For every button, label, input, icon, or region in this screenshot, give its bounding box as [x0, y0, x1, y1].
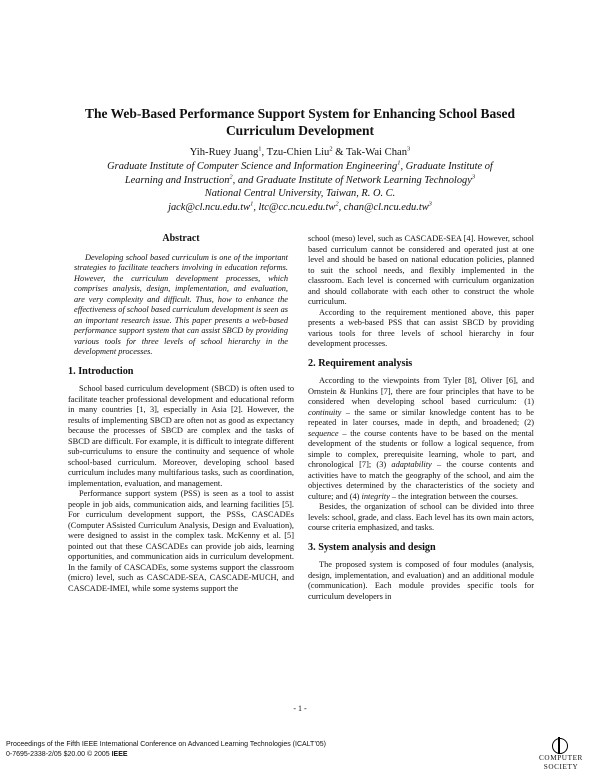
- system-paragraph-1: The proposed system is composed of four modules (analysis, design, implementation, and evaluation) and an additional module (communication). Each module provides specific tools for curriculum developers in: [308, 560, 534, 601]
- author-3: Tak-Wai Chan: [345, 147, 408, 158]
- author-3-sup: 3: [407, 145, 411, 153]
- aff-2-sup: 2: [229, 173, 233, 181]
- intro-paragraph-1: School based curriculum development (SBCD) is often used to facilitate teacher professional development and educational reform in many countries [1, 3], especially in Asia [2]. However, the results of implementing SBCD are often not as good as expectancy because the processes of SBCD are complex and the tasks of SBCD are difficult. For example, it is difficult to integrate different sub-curriculums to ensure the continuity and sequence of whole school-based curriculum. Moreover, developing school based curriculum includes many multifarious tasks, such as coordination, implementation, evaluation, and management.: [68, 384, 294, 488]
- author-sep: ,: [261, 147, 267, 158]
- requirement-analysis-heading: 2. Requirement analysis: [308, 357, 413, 369]
- aff-1-sup: 1: [397, 159, 401, 167]
- intro-paragraph-3: According to the requirement mentioned above, this paper presents a web-based PSS that can assist SBCD by providing various tools for three levels of school hierarchy in four development processes.: [308, 307, 534, 348]
- author-sep: &: [332, 147, 346, 158]
- system-analysis-heading: 3. System analysis and design: [308, 541, 436, 553]
- affiliation-line-2: [40, 174, 560, 187]
- email-2: ltc@cc.ncu.edu.tw: [258, 201, 336, 213]
- footer-line-2: [6, 750, 326, 760]
- introduction-heading: 1. Introduction: [68, 365, 134, 377]
- author-1-sup: 1: [258, 145, 262, 153]
- intro-paragraph-2: Performance support system (PSS) is seen as a tool to assist people in job aids, communication aids, and learning facilities [5]. For curriculum development support, the PSSs, CASCADEs (Computer ASsisted Curriculum Analysis, Design and Evaluation), were designed to assist in the complex task. McKenny et al. [5] pointed out that these CASCADEs can provide job aids, learning opportunities, and communication aids in curriculum development. In the family of CASCADEs, some systems support the classroom (micro) level, such as CASCADE-SEA, CASCADE-MUCH, and CASCADE-IMEI, while some systems support the: [68, 489, 294, 593]
- aff-3: , and Graduate Institute of Network Learning Technology: [232, 174, 472, 186]
- footer-ieee: IEEE: [111, 751, 128, 758]
- req-text-a: According to the viewpoints from Tyler [8], Oliver [6], and Ornstein & Hunkins [7], there are four principles that have to be considered when developing school based curriculum: (1): [308, 376, 534, 406]
- right-column: [308, 234, 534, 602]
- aff-1: Graduate Institute of Computer Science and Information Engineering: [107, 161, 398, 173]
- term-adaptability: adaptability: [391, 460, 432, 469]
- term-integrity: integrity: [361, 491, 390, 501]
- email-3-sup: 3: [428, 200, 432, 208]
- aff-2-lead: , Graduate Institute of: [400, 161, 493, 173]
- logo-text-computer: COMPUTER: [539, 754, 583, 762]
- req-text-b: – the same or similar knowledge content has to be repeated in later courses, made in depth, and broadened; (2): [308, 407, 534, 427]
- req-text-c: – the course contents have to be based on the mental development of the students or follow a logical sequence, from simple to complex, prerequisite learning, whole to part, and chronological [7]; (3): [308, 428, 534, 469]
- footer-isbn: 0-7695-2338-2/05 $20.00 © 2005: [6, 751, 112, 758]
- aff-3-sup: 3: [471, 173, 476, 181]
- intro-continued-paragraph: school (meso) level, such as CASCADE-SEA [4]. However, school based curriculum cannot be considered and operated just at one level and should be based on national education policies, planned to suit the school needs, and flexibly implemented in the classroom. Each level is concerned with curriculum organization and should collaborate with each other to construct the whole curriculum.: [308, 234, 534, 306]
- page-number: - 1 -: [293, 704, 307, 713]
- term-continuity: continuity: [308, 407, 342, 417]
- req-text-e: – the integration between the courses.: [389, 491, 518, 501]
- requirement-paragraph-2: Besides, the organization of school can be divided into three levels: school, grade, and class. Each level has its own main actors, course criteria emphasized, and tasks.: [308, 502, 534, 532]
- proceedings-footer: [6, 740, 326, 760]
- title-line-2: Curriculum Development: [225, 123, 375, 138]
- author-names: [40, 146, 560, 159]
- abstract-text: Developing school based curriculum is one of the important strategies to facilitate teachers involving in education reforms. However, the curriculum development processes, which comprises analysis, design, implementation, and evaluation, are very complexity and difficult. Thus, how to enhance the effectiveness of school based curriculum development is seen as an important research issue. This paper presents a web-based performance support system that can assist SBCD by providing various tools for three levels of school hierarchy in the development processes.: [74, 252, 288, 356]
- email-2-sup: 2: [335, 200, 339, 208]
- computer-society-logo: [528, 738, 594, 774]
- left-column: [68, 234, 294, 594]
- abstract-heading: Abstract: [162, 233, 200, 244]
- affiliation-university: National Central University, Taiwan, R. O. C.: [204, 188, 396, 200]
- email-1: jack@cl.ncu.edu.tw: [168, 201, 251, 213]
- aff-2: Learning and Instruction: [124, 174, 230, 186]
- email-sep: ,: [338, 201, 344, 213]
- logo-text-society: SOCIETY: [543, 763, 579, 771]
- requirement-paragraph-1: [308, 376, 534, 502]
- author-block: [40, 146, 560, 214]
- term-sequence: sequence: [308, 428, 339, 438]
- author-2: Tzu-Chien Liu: [266, 147, 330, 158]
- req-text-d: – the course contents and activities have to match the geography of the school, and aim the objectives determined by the characteristics of the society and culture; and (4): [308, 460, 534, 501]
- email-1-sup: 1: [250, 200, 254, 208]
- paper-title: [60, 105, 540, 139]
- footer-line-1: Proceedings of the Fifth IEEE International Conference on Advanced Learning Technologies (ICALT’05): [6, 741, 326, 748]
- email-3: chan@cl.ncu.edu.tw: [343, 201, 429, 213]
- affiliation-line-1: [40, 160, 560, 173]
- email-sep: ,: [253, 201, 259, 213]
- email-line: [40, 201, 560, 214]
- title-line-1: The Web-Based Performance Support System for Enhancing School Based: [84, 106, 516, 121]
- author-1: Yih-Ruey Juang: [189, 147, 259, 158]
- author-2-sup: 2: [329, 145, 333, 153]
- ieee-emblem-icon: [552, 738, 568, 754]
